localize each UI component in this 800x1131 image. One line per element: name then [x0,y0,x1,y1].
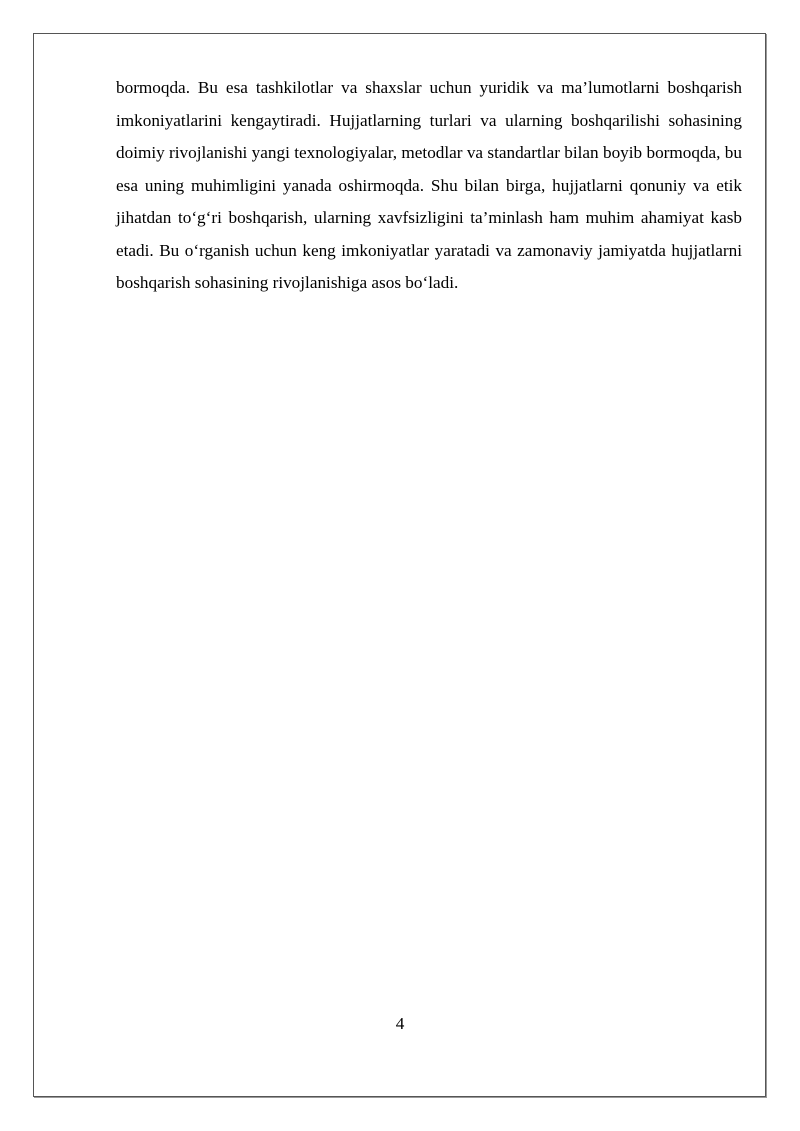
page-number: 4 [395,1014,405,1033]
body-paragraph: bormoqda. Bu esa tashkilotlar va shaxslar uchun yuridik va ma’lumotlarni boshqarish imkoniyatlarini kengaytiradi. Hujjatlarning turlari va ularning boshqarilishi sohasining doimiy rivojlanishi yangi texnologiyalar, metodlar va standartlar bilan boyib bormoqda, bu esa uning muhimligini yanada oshirmoqda. Shu bilan birga, hujjatlarni qonuniy va etik jihatdan to‘g‘ri boshqarish, ularning xavfsizligini ta’minlash ham muhim ahamiyat kasb etadi. Bu o‘rganish uchun keng imkoniyatlar yaratadi va zamonaviy jamiyatda hujjatlarni boshqarish sohasining rivojlanishiga asos bo‘ladi. [116,78,742,292]
